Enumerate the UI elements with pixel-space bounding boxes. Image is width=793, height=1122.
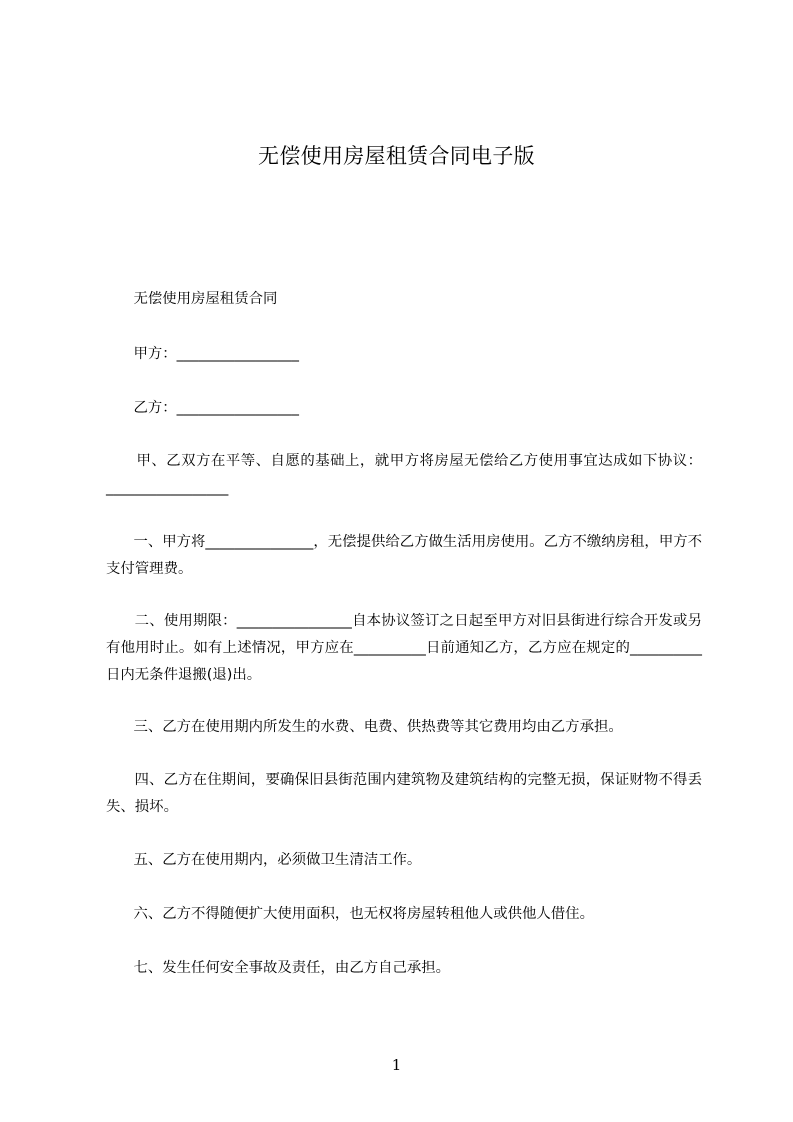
page-number: 1 [391,1056,402,1074]
paragraph-clause-6: 六、乙方不得随便扩大使用面积，也无权将房屋转租他人或供他人借住。 [106,906,594,922]
paragraph-clause-1: 一、甲方将_______________，无偿提供给乙方做生活用房使用。乙方不缴纳房租，甲方不支付管理费。 [106,534,702,577]
paragraph-contract-heading: 无偿使用房屋租赁合同 [106,291,278,307]
paragraph-agreement-intro: 甲、乙双方在平等、自愿的基础上，就甲方将房屋无偿给乙方使用事宜达成如下协议：_________________ [106,453,702,496]
paragraph-clause-5: 五、乙方在使用期内，必须做卫生清洁工作。 [106,852,422,868]
paragraph-party-b: 乙方：_________________ [106,400,299,416]
paragraph-clause-7: 七、发生任何安全事故及责任，由乙方自己承担。 [106,960,451,976]
paragraph-clause-2: 二、使用期限：________________自本协议签订之日起至甲方对旧县街进行综合开发或另有他用时止。如有上述情况，甲方应在__________日前通知乙方，乙方应在规定的__________日内无条件退搬(退)出。 [106,613,702,683]
paragraph-clause-4: 四、乙方在住期间，要确保旧县街范围内建筑物及建筑结构的完整无损，保证财物不得丢失、损坏。 [106,772,702,815]
paragraph-party-a: 甲方：_________________ [106,346,299,362]
paragraph-clause-3: 三、乙方在使用期内所发生的水费、电费、供热费等其它费用均由乙方承担。 [106,719,623,735]
document-title: 无偿使用房屋租赁合同电子版 [258,144,535,168]
